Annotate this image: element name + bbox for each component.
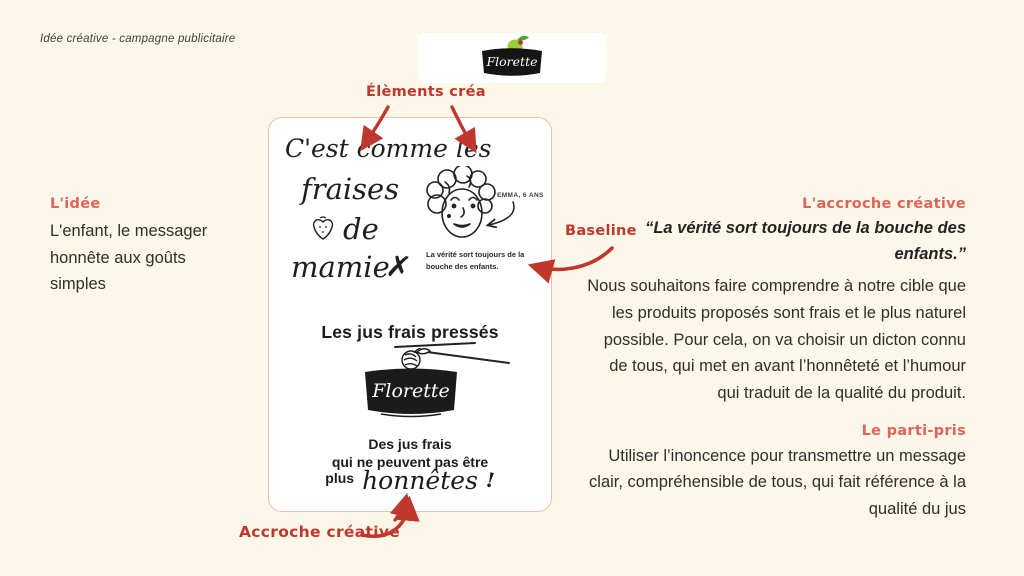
- ad-tagline-handwritten: honnêtes: [362, 466, 478, 495]
- accroche-body: Nous souhaitons faire comprendre à notre cible que les produits proposés sont frais et le plus naturel possible. Pour cela, on va choisir un dicton connu de tous, qui met en avant l’honnêteté et l’humour qui traduit de la qualité du produit.: [587, 277, 966, 402]
- elements-crea-label: Élèments créa: [366, 84, 486, 100]
- ad-tagline-exclaim: !: [483, 467, 498, 493]
- strawberry-doodle-icon: [311, 216, 335, 242]
- crossed-out-mark: ✗: [383, 248, 414, 287]
- florette-logo-icon: [473, 36, 551, 80]
- slide-title: Idée créative - campagne publicitaire: [40, 33, 236, 45]
- idea-section: [50, 196, 235, 298]
- ad-tagline-prefix: plus: [325, 470, 355, 486]
- ad-headline-line3-text: de: [343, 212, 379, 246]
- ad-baseline-text: La vérité sort toujours de la bouche des enfants.: [426, 250, 525, 271]
- brand-logo-box: [418, 33, 606, 83]
- ad-mockup-card: [268, 117, 552, 512]
- ad-headline-line2: fraises: [301, 172, 400, 206]
- ad-headline-line4: [291, 248, 414, 287]
- florette-sketch-logo-icon: [351, 348, 471, 424]
- face-pointer-arrow: [477, 198, 521, 234]
- accroche-creative-label: Accroche créative: [239, 523, 401, 541]
- baseline-label: Baseline: [565, 223, 637, 239]
- ad-headline-line3: [311, 212, 379, 246]
- ad-headline-line4-text: mamie: [291, 250, 390, 284]
- accroche-section: [586, 196, 966, 523]
- ad-tagline-line3: [269, 466, 551, 495]
- ad-tagline-line2: qui ne peuvent pas être: [331, 454, 489, 470]
- parti-pris-heading: Le parti-pris: [861, 422, 966, 439]
- accroche-heading: L'accroche créative: [802, 196, 966, 212]
- ad-product-line: Les jus frais pressés: [321, 322, 499, 342]
- idea-body: L'enfant, le messager honnête aux goûts simples: [50, 222, 208, 294]
- parti-pris-body: Utiliser l’inoncence pour transmettre un message clair, compréhensible de tous, qui fait référence à la qualité du jus: [589, 446, 966, 519]
- accroche-quote: “La vérité sort toujours de la bouche des enfants.”: [645, 219, 966, 263]
- logo-wordmark: Florette: [486, 54, 538, 69]
- ad-headline-line1: C'est comme les: [285, 134, 492, 163]
- child-credit-label: EMMA, 6 ANS: [497, 192, 544, 199]
- idea-heading: L'idée: [50, 196, 101, 212]
- ad-tagline-line1: Des jus frais: [368, 436, 452, 452]
- sketch-logo-wordmark: Florette: [372, 380, 450, 402]
